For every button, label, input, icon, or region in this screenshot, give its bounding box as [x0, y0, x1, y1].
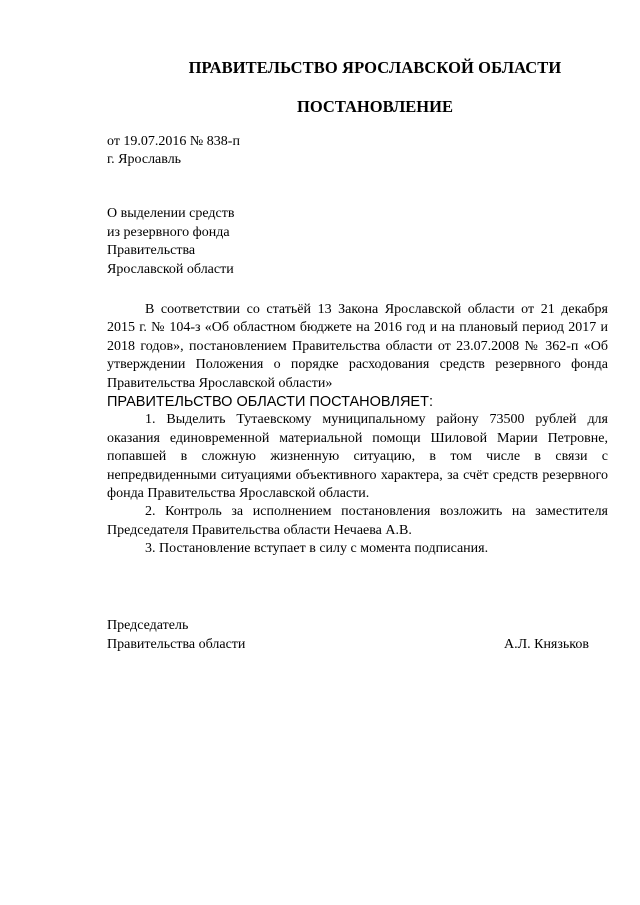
document-meta [107, 133, 240, 169]
place: г. Ярославль [107, 152, 182, 167]
document-type: ПОСТАНОВЛЕНИЕ [297, 97, 453, 116]
resolves-heading: ПРАВИТЕЛЬСТВО ОБЛАСТИ ПОСТАНОВЛЯЕТ: [107, 394, 433, 411]
org-title: ПРАВИТЕЛЬСТВО ЯРОСЛАВСКОЙ ОБЛАСТИ [188, 58, 562, 77]
document-subject [107, 205, 234, 279]
resolution-item-1: 1. Выделить Тутаевскому муниципальному району 73500 рублей для оказания единовременной материальной помощи Шиловой Марии Петровне, попавшей в сложную жизненную ситуацию, в том числе в связи с непредвиденными ситуациями объективного характера, за счёт средств резервного фонда Правительства Ярославской области. [107, 412, 608, 502]
preamble: В соответствии со статьёй 13 Закона Ярославской области от 21 декабря 2015 г. № 104-з «Об областном бюджете на 2016 год и на плановый период 2017 и 2018 годов», постановлением Правительства области от 23.07.2008 № 362-п «Об утверждении Положения о порядке расходования средств резервного фонда Правительства Ярославской области» [107, 302, 608, 391]
signature-row [107, 636, 589, 655]
subject-line: О выделении средств [107, 206, 235, 221]
signature-block [107, 617, 589, 654]
subject-line: Ярославской области [107, 261, 234, 277]
signatory-title-line2: Правительства области [107, 636, 246, 652]
resolution-item-2: 2. Контроль за исполнением постановления возложить на заместителя Председателя Правительства области Нечаева А.В. [107, 504, 608, 538]
date-number: от 19.07.2016 № 838-п [107, 134, 240, 149]
subject-line: из резервного фонда [107, 224, 230, 240]
document-body [107, 301, 608, 559]
signatory-title-line1: Председатель [107, 618, 189, 633]
signatory-name: А.Л. Князьков [504, 636, 589, 652]
resolution-item-3: 3. Постановление вступает в силу с момента подписания. [145, 541, 489, 557]
subject-line: Правительства [107, 243, 196, 258]
